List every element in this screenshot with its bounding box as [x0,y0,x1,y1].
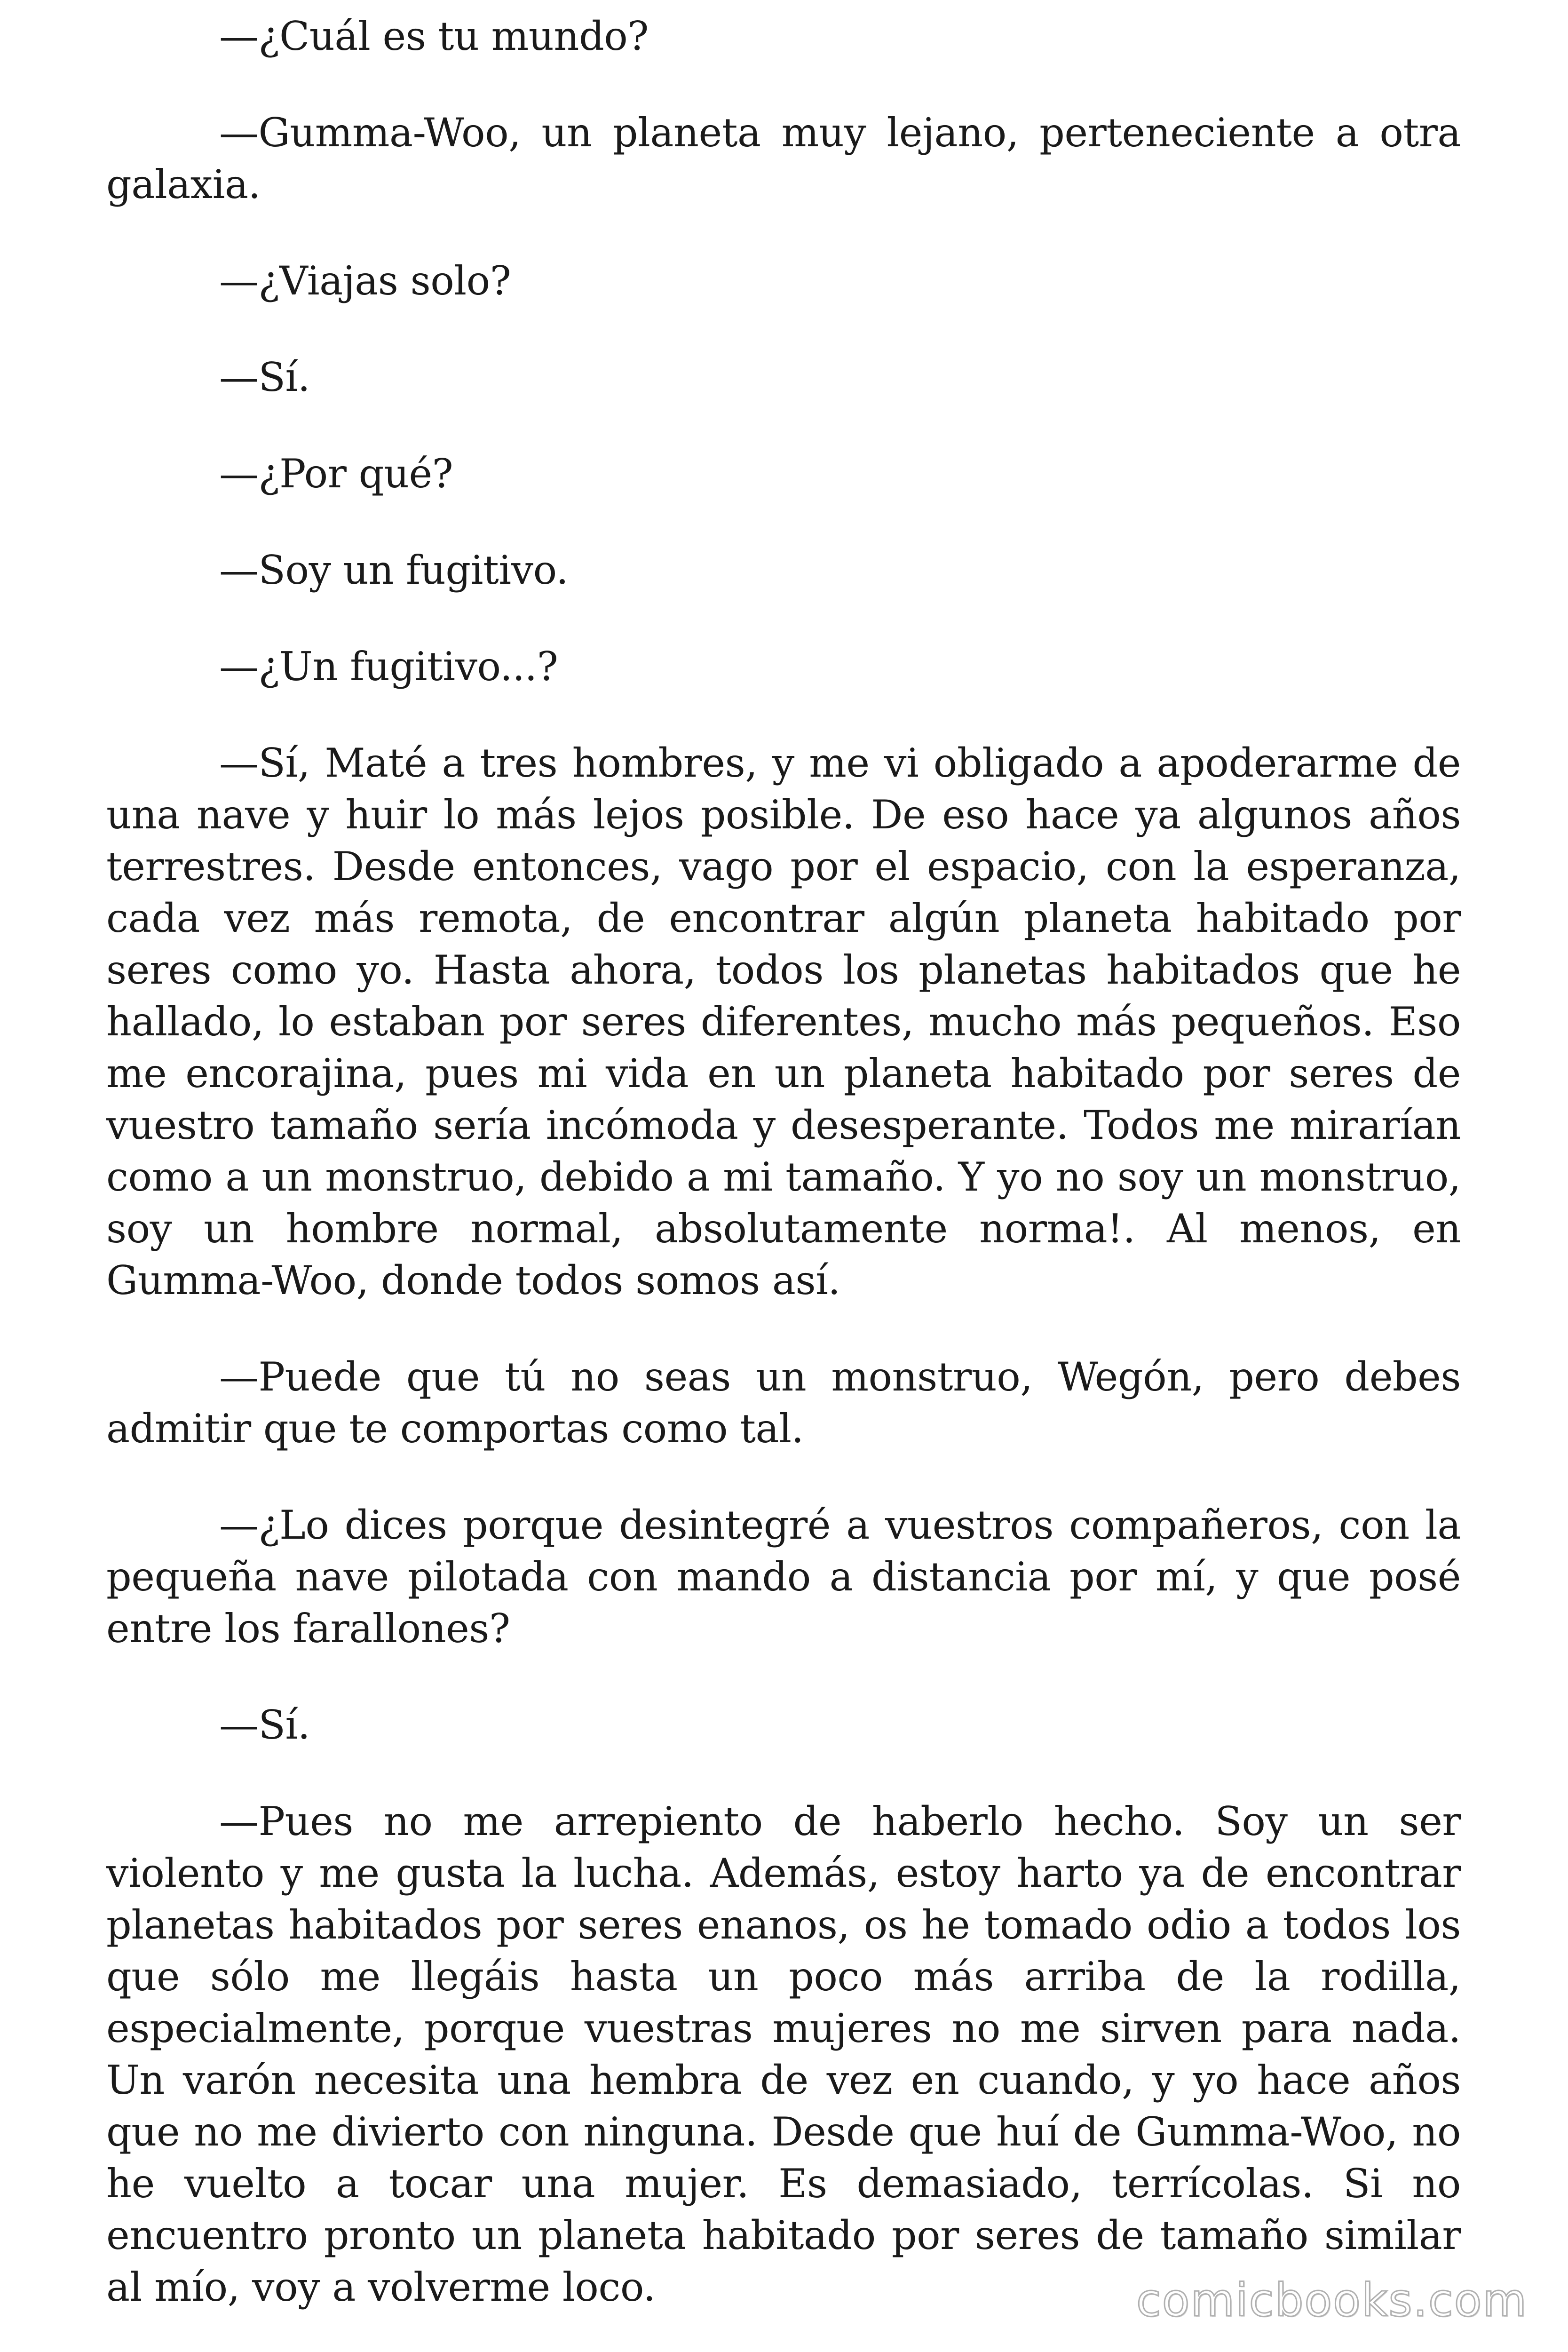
paragraph: —Pues no me arrepiento de haberlo hecho. Soy un ser violento y me gusta la lucha. Además, estoy harto ya de encontrar planetas habitados por seres enanos, os he tomado odio a todos los que sólo me llegáis hasta un poco más arriba de la rodilla, especialmente, porque vuestras mujeres no me sirven para nada. Un varón necesita una hembra de vez en cuando, y yo hace años que no me divierto con ninguna. Desde que huí de Gumma-Woo, no he vuelto a tocar una mujer. Es demasiado, terrícolas. Si no encuentro pronto un planeta habitado por seres de tamaño similar al mío, voy a volverme loco. [106,1798,1461,2310]
paragraph: —Sí. [219,1702,310,1748]
paragraph: —¿Lo dices porque desintegré a vuestros compañeros, con la pequeña nave pilotada con mando a distancia por mí, y que posé entre los farallones? [106,1502,1461,1652]
paragraph: —Soy un fugitivo. [219,547,569,593]
paragraph: —Gumma-Woo, un planeta muy lejano, perteneciente a otra galaxia. [106,110,1461,207]
paragraph: —¿Cuál es tu mundo? [219,13,649,59]
paragraph: —Puede que tú no seas un monstruo, Wegón, pero debes admitir que te comportas como tal. [106,1354,1461,1452]
paragraph: —¿Viajas solo? [219,258,511,304]
paragraph: —Sí, Maté a tres hombres, y me vi obligado a apoderarme de una nave y huir lo más lejos posible. De eso hace ya algunos años terrestres. Desde entonces, vago por el espacio, con la esperanza, cada vez más remota, de encontrar algún planeta habitado por seres como yo. Hasta ahora, todos los planetas habitados que he hallado, lo estaban por seres diferentes, mucho más pequeños. Eso me encorajina, pues mi vida en un planeta habitado por seres de vuestro tamaño sería incómoda y desesperante. Todos me mirarían como a un monstruo, debido a mi tamaño. Y yo no soy un monstruo, soy un hombre normal, absolutamente norma!. Al menos, en Gumma-Woo, donde todos somos así. [106,740,1461,1303]
watermark: comicbooks.com [1136,2274,1528,2327]
paragraph: —¿Un fugitivo...? [219,644,558,690]
paragraph: —Sí. [219,354,310,400]
body-text [106,10,1461,2313]
paragraph: —¿Por qué? [219,451,453,497]
